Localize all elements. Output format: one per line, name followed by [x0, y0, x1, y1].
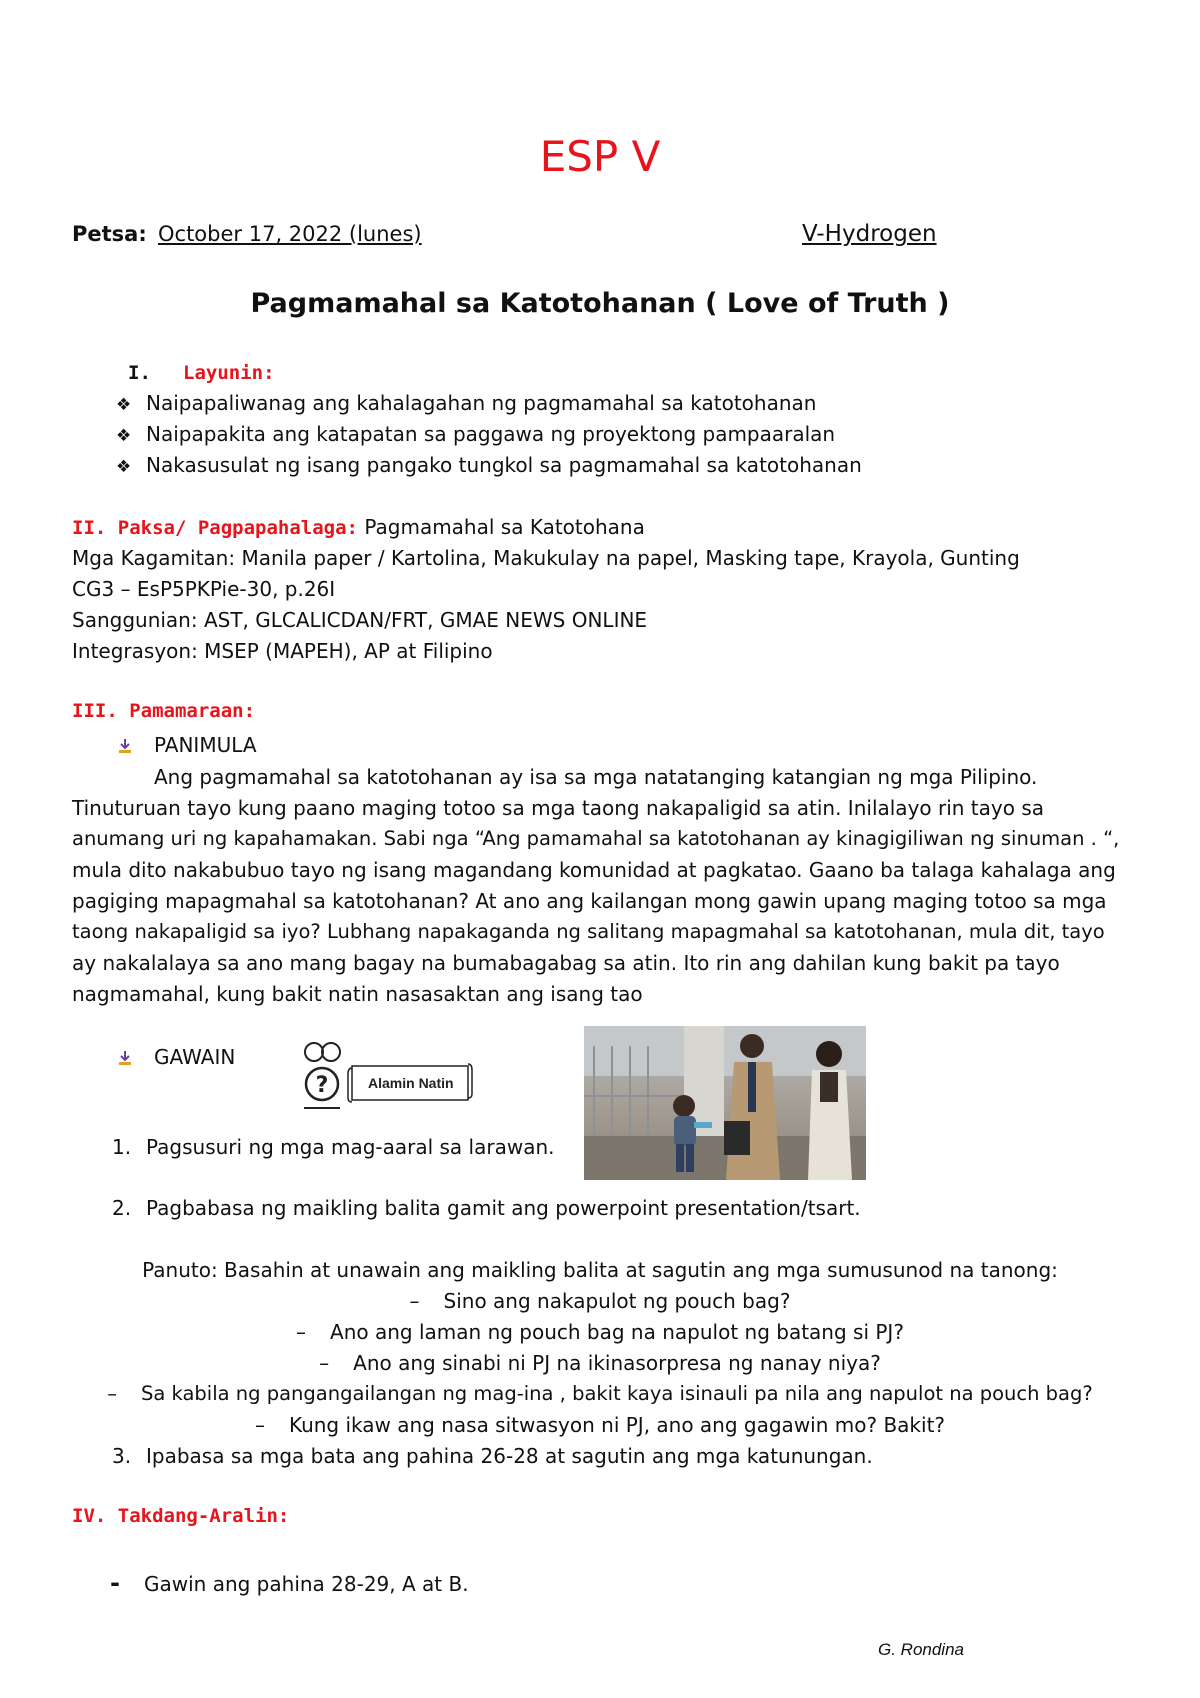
- objective-item: [116, 451, 862, 481]
- references-line: Sanggunian: AST, GLCALICDAN/FRT, GMAE NEWS ONLINE: [72, 608, 648, 632]
- lesson-photo: [584, 1026, 866, 1180]
- step-item: [112, 1442, 873, 1470]
- step-number: 3.: [112, 1444, 132, 1468]
- step-text: Ipabasa sa mga bata ang pahina 26-28 at sagutin ang mga katunungan.: [146, 1444, 873, 1468]
- svg-text:?: ?: [315, 1073, 329, 1098]
- family-scene-image: [584, 1026, 866, 1180]
- procedure-heading: III. Pamamaraan:: [72, 700, 256, 722]
- date-label: Petsa:: [72, 222, 147, 246]
- paragraph-line: anumang uri ng kapahamakan. Sabi nga “Ang pamamahal sa katotohanan ay kinagigiliwan ng sinuman . “,: [72, 827, 1120, 850]
- paragraph-line: nagmamahal, kung bakit natin nasasaktan ang isang tao: [72, 982, 643, 1006]
- arrow-bullet-icon: [117, 1050, 133, 1066]
- question-text: Ano ang laman ng pouch bag na napulot ng batang si PJ?: [330, 1320, 904, 1344]
- question-item: [0, 1380, 1200, 1408]
- objective-item: [116, 420, 835, 450]
- dash-bullet: –: [319, 1351, 330, 1375]
- objective-text: Naipapaliwanag ang kahalagahan ng pagmamahal sa katotohanan: [146, 391, 817, 415]
- paragraph-line: Ang pagmamahal sa katotohanan ay isa sa mga natatanging katangian ng mga Pilipino.: [154, 765, 1038, 789]
- paragraph-line: pagiging mapagmahal sa katotohanan? At ano ang kailangan mong gawin upang maging totoo sa mga: [72, 889, 1107, 913]
- paragraph-line: mula dito nakabubuo tayo ng isang magandang komunidad at pagkatao. Gaano ba talaga kahalaga ang: [72, 858, 1116, 882]
- paragraph-line: Tinuturuan tayo kung paano maging totoo sa mga taong nakapaligid sa atin. Inilalayo rin tayo sa: [72, 796, 1045, 820]
- author-signature: G. Rondina: [878, 1640, 964, 1659]
- question-text: Ano ang sinabi ni PJ na ikinasorpresa ng nanay niya?: [353, 1351, 881, 1375]
- paragraph-line: taong nakapaligid sa iyo? Lubhang napakaganda ng salitang mapagmahal sa katotohanan, mula dit, tayo: [72, 920, 1105, 943]
- objective-text: Nakasusulat ng isang pangako tungkol sa pagmamahal sa katotohanan: [146, 453, 862, 477]
- step-text: Pagsusuri ng mga mag-aaral sa larawan.: [146, 1135, 555, 1159]
- paragraph-line: ay nakalalaya sa ano mang bagay na bumabagabag sa atin. Ito rin ang dahilan kung bakit pa tayo: [72, 951, 1060, 975]
- diamond-bullet-icon: ❖: [116, 457, 132, 477]
- materials-line: Mga Kagamitan: Manila paper / Kartolina, Makukulay na papel, Masking tape, Krayola, Gunting: [72, 546, 1020, 570]
- question-text: Sino ang nakapulot ng pouch bag?: [443, 1289, 791, 1313]
- instruction-text: Panuto: Basahin at unawain ang maikling balita at sagutin ang mga sumusunod na tanong:: [142, 1258, 1058, 1282]
- dash-bullet: –: [296, 1320, 307, 1344]
- dash-bullet: –: [107, 1382, 117, 1405]
- step-number: 2.: [112, 1196, 132, 1220]
- activity-heading: GAWAIN: [154, 1045, 236, 1069]
- diamond-bullet-icon: ❖: [116, 395, 132, 415]
- question-item: [0, 1349, 1200, 1377]
- objectives-numeral: I.: [128, 362, 151, 384]
- subject-line: [72, 513, 645, 542]
- arrow-bullet-icon: [117, 738, 133, 754]
- question-text: Sa kabila ng pangangailangan ng mag-ina , bakit kaya isinauli pa nila ang napulot na pouch bag?: [141, 1382, 1093, 1405]
- subject-heading: II. Paksa/ Pagpapahalaga:: [72, 517, 358, 539]
- diamond-bullet-icon: ❖: [116, 426, 132, 446]
- homework-heading: IV. Takdang-Aralin:: [72, 1505, 290, 1527]
- homework-item: [110, 1569, 469, 1598]
- alamin-natin-badge: [298, 1038, 476, 1112]
- lesson-topic: Pagmamahal sa Katotohanan ( Love of Truth ): [250, 288, 950, 319]
- step-item: [112, 1133, 555, 1161]
- question-text: Kung ikaw ang nasa sitwasyon ni PJ, ano ang gagawin mo? Bakit?: [288, 1413, 946, 1437]
- thinking-figure-icon: [298, 1038, 346, 1112]
- step-item: [112, 1194, 861, 1222]
- homework-text: Gawin ang pahina 28-29, A at B.: [144, 1572, 469, 1596]
- dash-bullet: –: [254, 1413, 265, 1437]
- question-item: [0, 1318, 1200, 1346]
- objectives-heading: Layunin:: [183, 362, 275, 384]
- subject-value: Pagmamahal sa Katotohana: [364, 515, 645, 539]
- dash-bullet: -: [110, 1569, 120, 1597]
- integration-line: Integrasyon: MSEP (MAPEH), AP at Filipino: [72, 639, 493, 663]
- document-title: ESP V: [539, 132, 661, 181]
- question-item: [0, 1287, 1200, 1315]
- curriculum-code: CG3 – EsP5PKPie-30, p.26I: [72, 577, 336, 601]
- step-number: 1.: [112, 1135, 132, 1159]
- step-text: Pagbabasa ng maikling balita gamit ang powerpoint presentation/tsart.: [146, 1196, 861, 1220]
- dash-bullet: –: [409, 1289, 420, 1313]
- class-section: V-Hydrogen: [802, 221, 937, 247]
- badge-label: Alamin Natin: [368, 1075, 454, 1091]
- question-item: [0, 1411, 1200, 1439]
- objective-text: Naipapakita ang katapatan sa paggawa ng proyektong pampaaralan: [146, 422, 836, 446]
- date-value: October 17, 2022 (lunes): [158, 222, 422, 246]
- intro-heading: PANIMULA: [154, 733, 257, 757]
- objective-item: [116, 389, 816, 419]
